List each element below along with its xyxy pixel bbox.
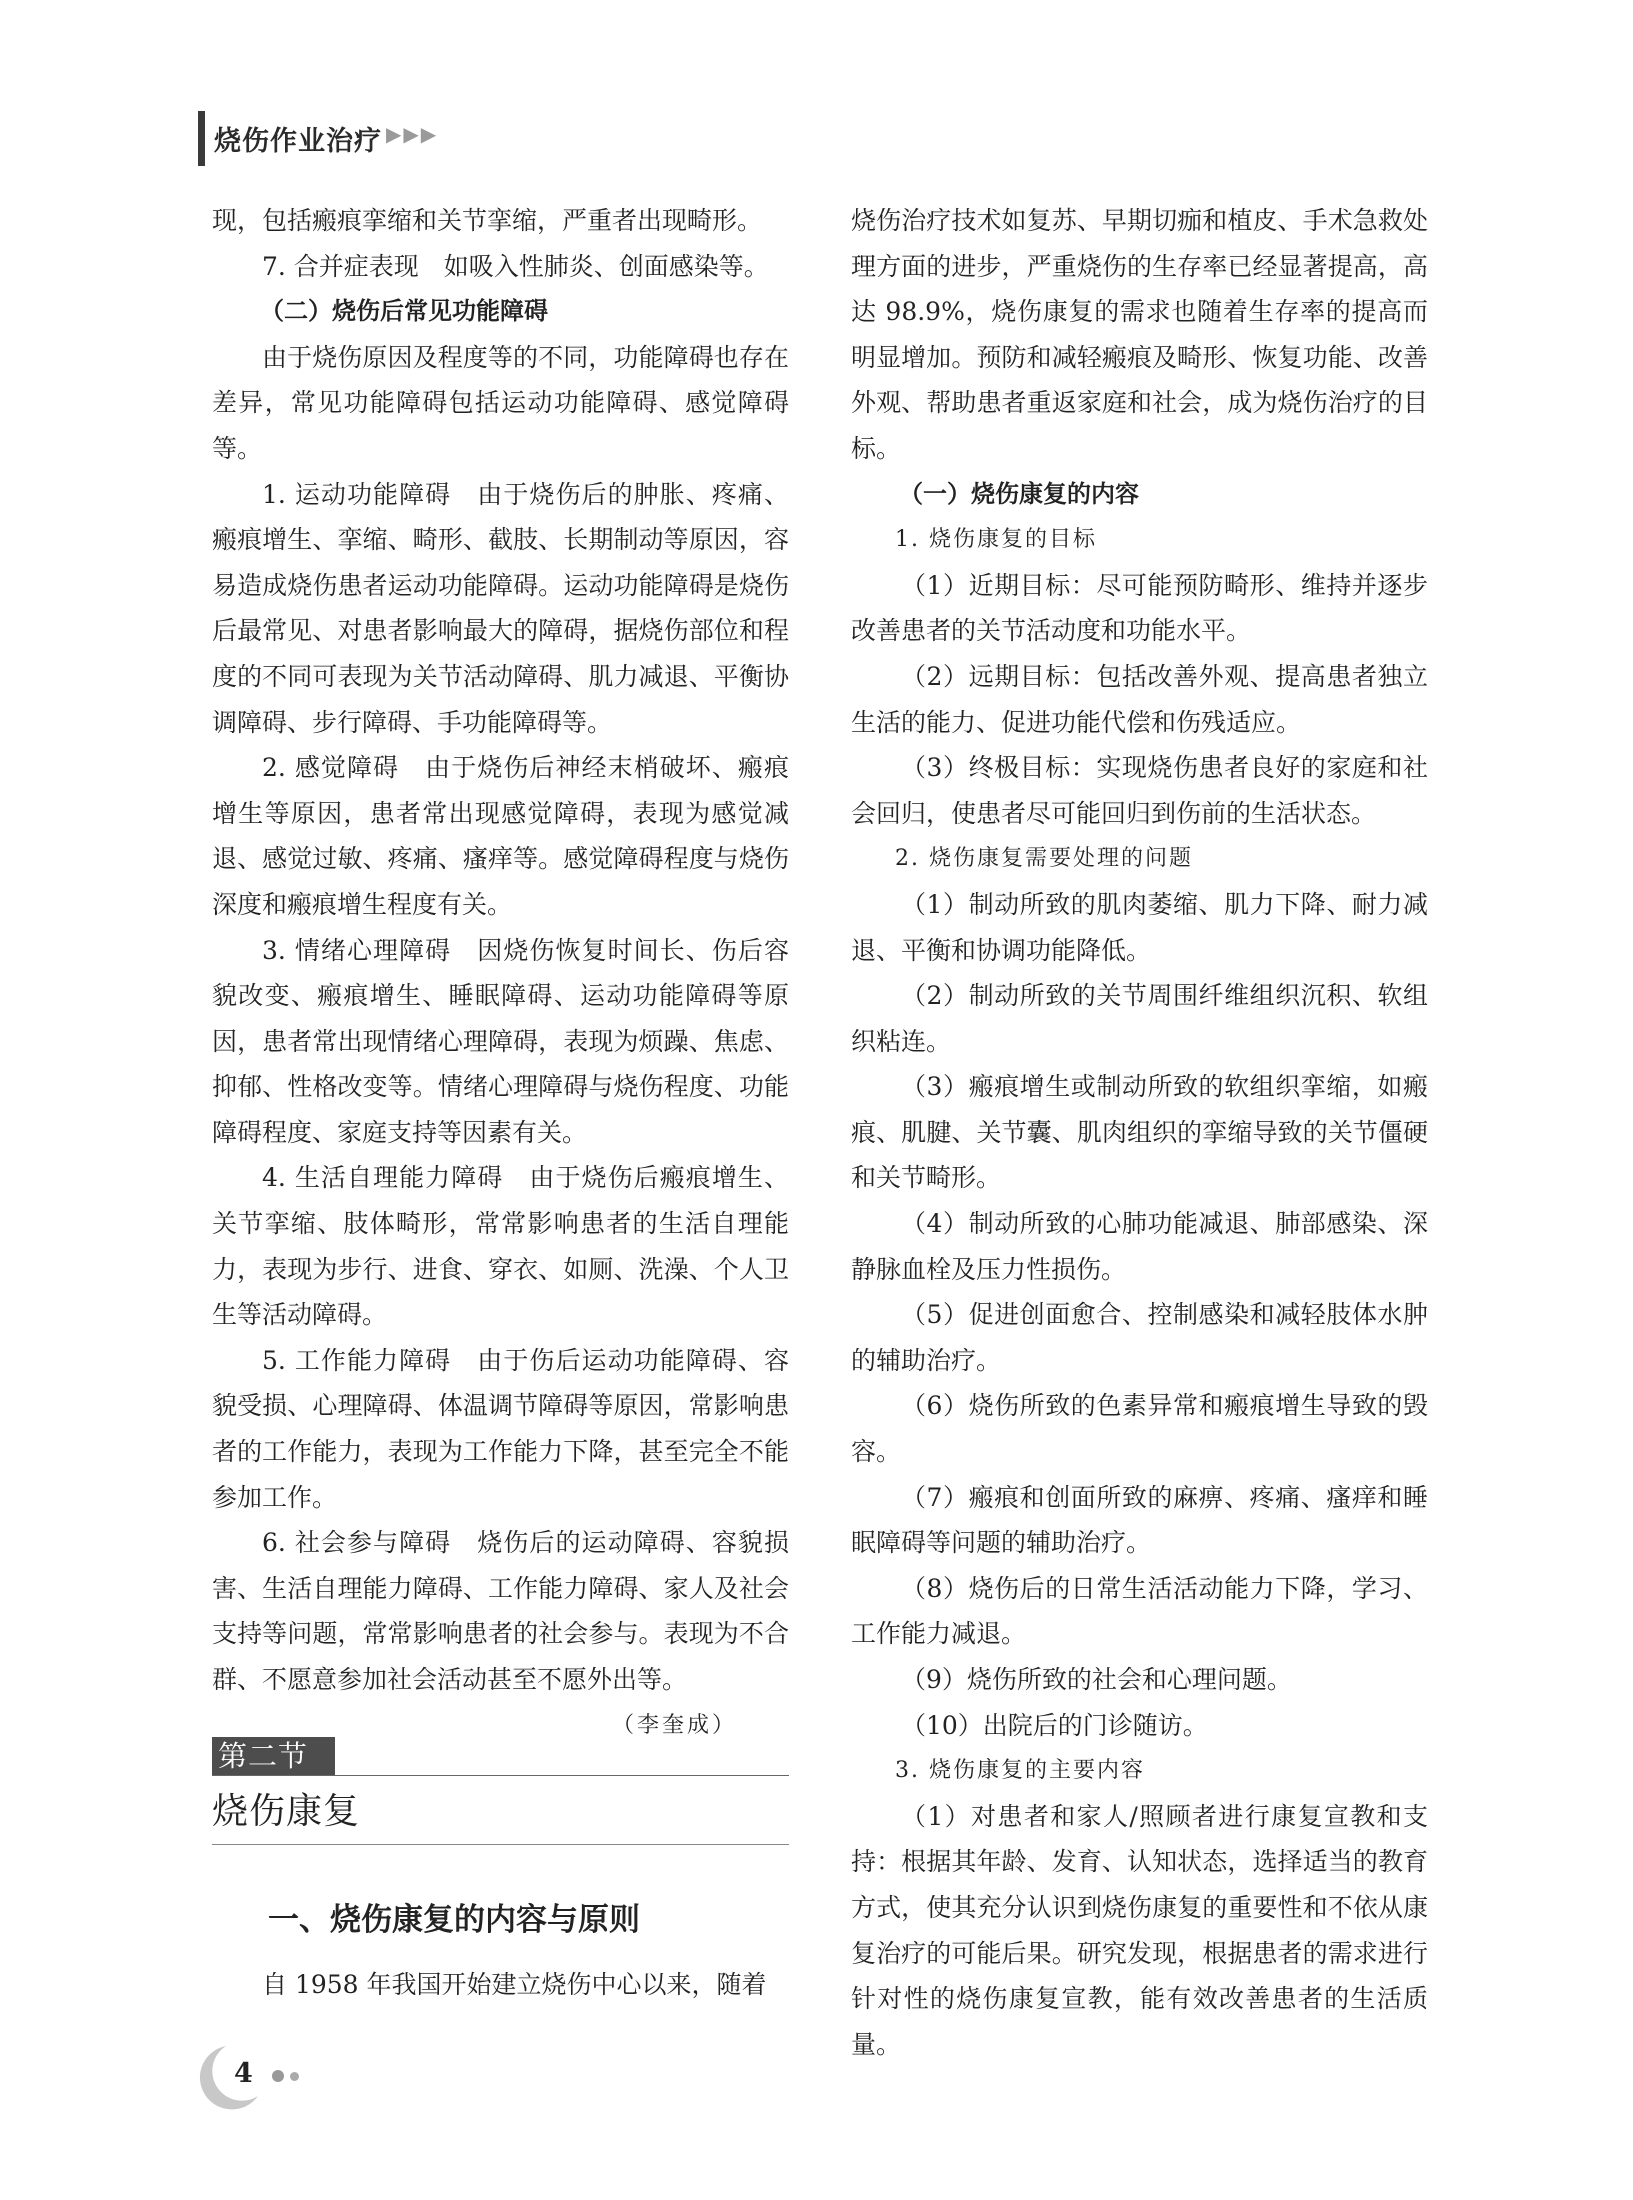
- paragraph: （5）促进创面愈合、控制感染和减轻肢体水肿的辅助治疗。: [851, 1300, 1428, 1375]
- paragraph: （3）终极目标：实现烧伤患者良好的家庭和社会回归，使患者尽可能回归到伤前的生活状态。: [851, 753, 1428, 828]
- item-heading: 1. 烧伤康复的目标: [895, 527, 1097, 553]
- paragraph: （7）瘢痕和创面所致的麻痹、疼痛、瘙痒和睡眠障碍等问题的辅助治疗。: [851, 1482, 1428, 1558]
- paragraph: （1）近期目标：尽可能预防畸形、维持并逐步改善患者的关节活动度和功能水平。: [851, 570, 1428, 646]
- author-credit: （李奎成）: [611, 1712, 737, 1738]
- item-heading: 2. 烧伤康复需要处理的问题: [895, 846, 1193, 872]
- divider: [212, 1844, 789, 1845]
- subheading: （一）烧伤康复的内容: [899, 479, 1139, 508]
- dot-decoration-icon: [272, 2070, 284, 2082]
- paragraph: 5. 工作能力障碍 由于伤后运动功能障碍、容貌受损、心理障碍、体温调节障碍等原因，常影响患者的工作能力，表现为工作能力下降，甚至完全不能参加工作。: [212, 1345, 789, 1512]
- dot-decoration-icon: [290, 2072, 299, 2081]
- paragraph: （1）对患者和家人/照顾者进行康复宣教和支持：根据其年龄、发育、认知状态，选择适当的教育方式，使其充分认识到烧伤康复的重要性和不依从康复治疗的可能后果。研究发现，根据患者的需求进行针对性的烧伤康复宣教，能有效改善患者的生活质量。: [851, 1801, 1428, 2059]
- paragraph: （10）出院后的门诊随访。: [901, 1710, 1208, 1740]
- paragraph: 1. 运动功能障碍 由于烧伤后的肿胀、疼痛、瘢痕增生、挛缩、畸形、截肢、长期制动等原因，容易造成烧伤患者运动功能障碍。运动功能障碍是烧伤后最常见、对患者影响最大的障碍，据烧伤部位和程度的不同可表现为关节活动障碍、肌力减退、平衡协调障碍、步行障碍、手功能障碍等。: [212, 479, 789, 737]
- header-bar: [198, 111, 205, 166]
- paragraph: 自 1958 年我国开始建立烧伤中心以来，随着: [262, 1970, 767, 1999]
- paragraph: （6）烧伤所致的色素异常和瘢痕增生导致的毁容。: [851, 1391, 1428, 1467]
- header-arrow-icons: ▶▶▶: [386, 122, 439, 146]
- paragraph: （2）远期目标：包括改善外观、提高患者独立生活的能力、促进功能代偿和伤残适应。: [851, 661, 1428, 737]
- page-number: 4: [234, 2058, 253, 2089]
- subheading: （二）烧伤后常见功能障碍: [260, 297, 548, 326]
- paragraph: 3. 情绪心理障碍 因烧伤恢复时间长、伤后容貌改变、瘢痕增生、睡眠障碍、运动功能障碍等原因，患者常出现情绪心理障碍，表现为烦躁、焦虑、抑郁、性格改变等。情绪心理障碍与烧伤程度、功能障碍程度、家庭支持等因素有关。: [212, 935, 789, 1147]
- paragraph: 4. 生活自理能力障碍 由于烧伤后瘢痕增生、关节挛缩、肢体畸形，常常影响患者的生活自理能力，表现为步行、进食、穿衣、如厕、洗澡、个人卫生等活动障碍。: [212, 1163, 789, 1330]
- paragraph: （4）制动所致的心肺功能减退、肺部感染、深静脉血栓及压力性损伤。: [851, 1209, 1428, 1284]
- paragraph: （3）瘢痕增生或制动所致的软组织挛缩，如瘢痕、肌腱、关节囊、肌肉组织的挛缩导致的关节僵硬和关节畸形。: [851, 1072, 1428, 1193]
- crescent-decoration-icon: [186, 2038, 266, 2118]
- left-column: [212, 198, 789, 1748]
- paragraph: （9）烧伤所致的社会和心理问题。: [901, 1665, 1292, 1694]
- paragraph: 6. 社会参与障碍 烧伤后的运动障碍、容貌损害、生活自理能力障碍、工作能力障碍、家人及社会支持等问题，常常影响患者的社会参与。表现为不合群、不愿意参加社会活动甚至不愿外出等。: [212, 1528, 789, 1694]
- section-label: 第二节: [212, 1737, 335, 1775]
- running-header-title: 烧伤作业治疗: [214, 126, 382, 157]
- paragraph: 7. 合并症表现 如吸入性肺炎、创面感染等。: [262, 251, 769, 281]
- paragraph: （2）制动所致的关节周围纤维组织沉积、软组织粘连。: [851, 981, 1428, 1056]
- paragraph: 由于烧伤原因及程度等的不同，功能障碍也存在差异，常见功能障碍包括运动功能障碍、感觉障碍等。: [212, 342, 789, 463]
- divider: [212, 1775, 789, 1776]
- paragraph: （8）烧伤后的日常生活活动能力下降，学习、工作能力减退。: [851, 1573, 1428, 1649]
- item-heading: 3. 烧伤康复的主要内容: [895, 1758, 1145, 1784]
- paragraph: 2. 感觉障碍 由于烧伤后神经末梢破坏、瘢痕增生等原因，患者常出现感觉障碍，表现为感觉减退、感觉过敏、疼痛、瘙痒等。感觉障碍程度与烧伤深度和瘢痕增生程度有关。: [212, 753, 789, 919]
- paragraph: 现，包括瘢痕挛缩和关节挛缩，严重者出现畸形。: [212, 206, 763, 235]
- paragraph: 烧伤治疗技术如复苏、早期切痂和植皮、手术急救处理方面的进步，严重烧伤的生存率已经显著提高，高达 98.9%，烧伤康复的需求也随着生存率的提高而明显增加。预防和减轻瘢痕及畸形、恢复功能、改善外观、帮助患者重返家庭和社会，成为烧伤治疗的目标。: [851, 206, 1428, 463]
- section-title: 烧伤康复: [212, 1791, 361, 1832]
- heading: 一、烧伤康复的内容与原则: [268, 1902, 640, 1938]
- right-column: [851, 198, 1428, 2067]
- paragraph: （1）制动所致的肌肉萎缩、肌力下降、耐力减退、平衡和协调功能降低。: [851, 889, 1428, 965]
